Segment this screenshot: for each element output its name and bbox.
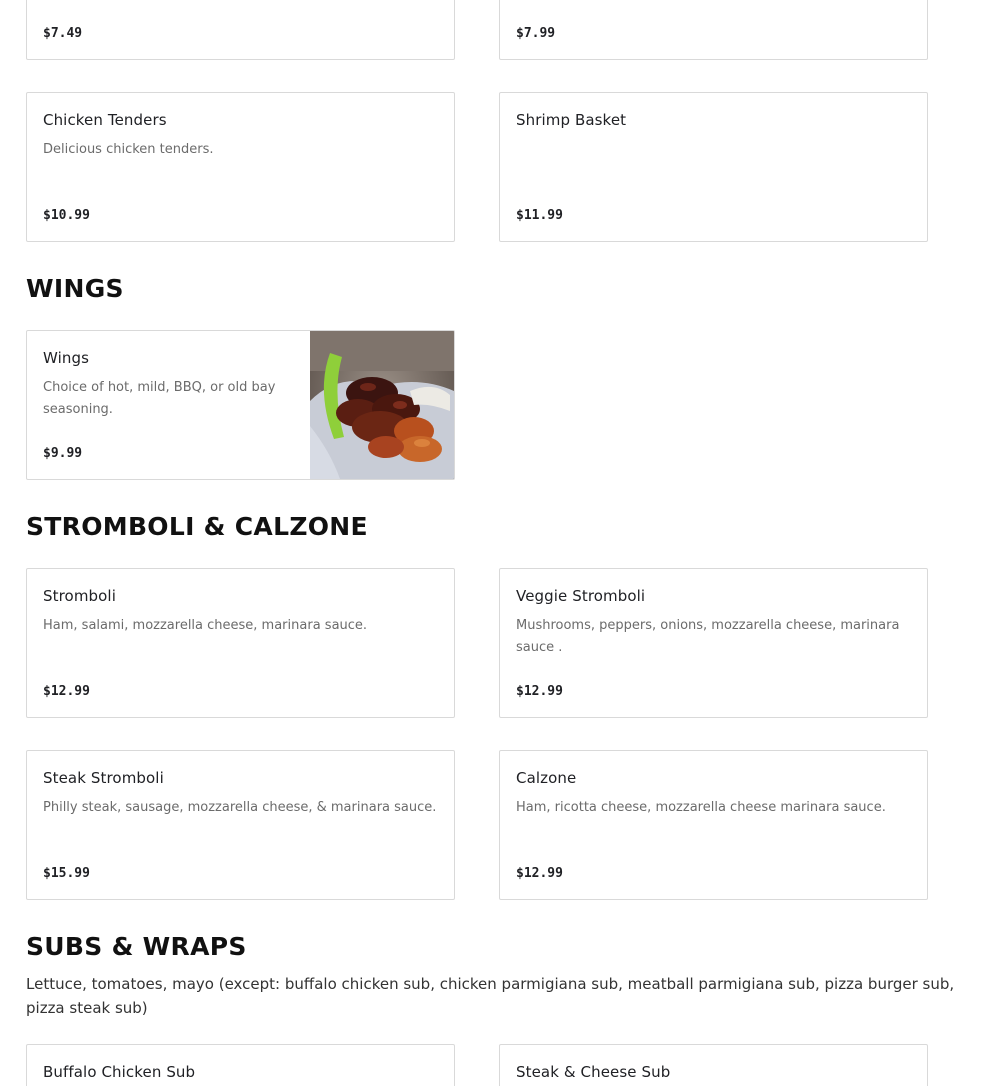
item-description: Choice of hot, mild, BBQ, or old bay seasoning.: [43, 380, 276, 417]
item-description: Ham, salami, mozzarella cheese, marinara sauce.: [43, 618, 368, 633]
wings-photo: [310, 331, 454, 479]
item-price: $11.99: [516, 208, 563, 223]
item-name: Chicken Tenders: [43, 111, 167, 129]
item-name: Calzone: [516, 769, 577, 787]
section-description: Lettuce, tomatoes, mayo (except: buffalo chicken sub, chicken parmigiana sub, meatball parmigiana sub, pizza burger sub, pizza steak sub): [26, 975, 955, 1017]
item-description: Delicious chicken tenders.: [43, 142, 214, 157]
item-price: $9.99: [43, 446, 83, 461]
menu-item-card[interactable]: [499, 0, 928, 60]
item-price: $12.99: [516, 866, 563, 881]
item-price: $15.99: [43, 866, 90, 881]
item-name: Steak Stromboli: [43, 769, 164, 787]
item-description: Mushrooms, peppers, onions, mozzarella cheese, marinara sauce .: [516, 618, 900, 655]
item-price: $7.49: [43, 26, 83, 41]
menu-item-card[interactable]: [26, 0, 455, 60]
menu-item-card[interactable]: [499, 1044, 928, 1086]
item-price: $7.99: [516, 26, 556, 41]
item-name: Shrimp Basket: [516, 111, 627, 129]
menu-item-card[interactable]: [499, 92, 928, 242]
menu-item-card[interactable]: [26, 568, 455, 718]
menu-item-card[interactable]: [26, 1044, 455, 1086]
section-title-stromboli-calzone: STROMBOLI & CALZONE: [26, 512, 368, 541]
item-name: Stromboli: [43, 587, 116, 605]
section-title-subs-wraps: SUBS & WRAPS: [26, 932, 247, 961]
item-price: $12.99: [516, 684, 563, 699]
item-price: $10.99: [43, 208, 90, 223]
item-name: Veggie Stromboli: [516, 587, 646, 605]
menu-item-card[interactable]: [26, 92, 455, 242]
item-description: Ham, ricotta cheese, mozzarella cheese marinara sauce.: [516, 800, 886, 815]
item-name: Wings: [43, 349, 90, 367]
menu-item-card[interactable]: [499, 568, 928, 718]
menu-item-card[interactable]: [26, 750, 455, 900]
item-price: $12.99: [43, 684, 90, 699]
section-title-wings: WINGS: [26, 274, 124, 303]
item-description: Philly steak, sausage, mozzarella cheese, & marinara sauce.: [43, 800, 437, 815]
menu-item-card[interactable]: [26, 330, 455, 480]
menu-item-card[interactable]: [499, 750, 928, 900]
item-name: Steak & Cheese Sub: [516, 1063, 671, 1081]
item-name: Buffalo Chicken Sub: [43, 1063, 196, 1081]
